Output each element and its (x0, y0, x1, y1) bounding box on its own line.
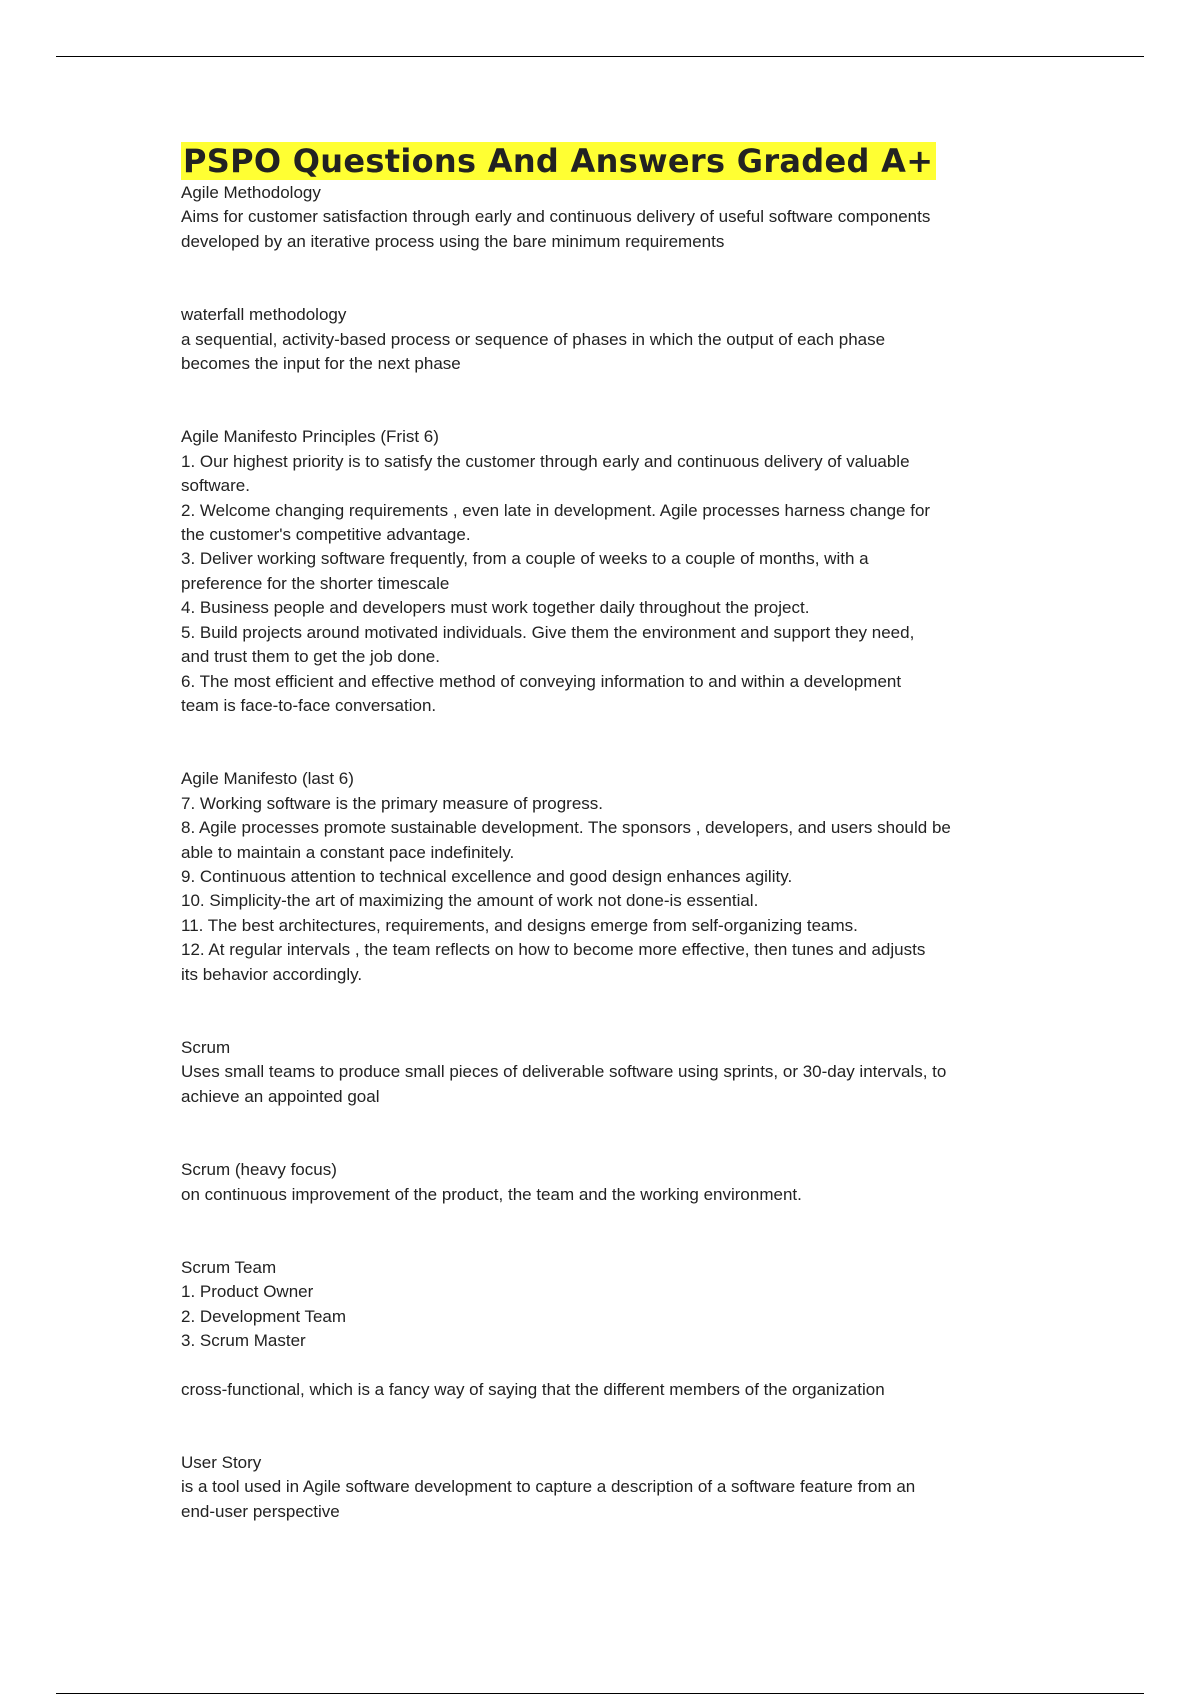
entry-term: Agile Manifesto (last 6) (181, 769, 354, 789)
definition-line: 5. Build projects around motivated individuals. Give them the environment and support they need, (181, 622, 915, 642)
definition-line: 9. Continuous attention to technical excellence and good design enhances agility. (181, 866, 793, 886)
definition-line: 4. Business people and developers must work together daily throughout the project. (181, 598, 810, 618)
qa-entry (181, 1451, 1021, 1524)
qa-entry (181, 181, 1021, 254)
entry-note: cross-functional, which is a fancy way of saying that the different members of the organization (181, 1379, 885, 1399)
definition-line: preference for the shorter timescale (181, 573, 450, 593)
definition-line: 2. Welcome changing requirements , even late in development. Agile processes harness change for (181, 500, 931, 520)
qa-entry (181, 425, 1021, 718)
qa-entry (181, 303, 1021, 376)
qa-entry (181, 1158, 1021, 1207)
definition-line: on continuous improvement of the product, the team and the working environment. (181, 1184, 802, 1204)
qa-entry (181, 1256, 1021, 1402)
definition-line: Uses small teams to produce small pieces of deliverable software using sprints, or 30-day intervals, to (181, 1062, 947, 1082)
qa-entry (181, 1036, 1021, 1109)
definition-line: Aims for customer satisfaction through early and continuous delivery of useful software components (181, 207, 931, 227)
definition-line: 1. Product Owner (181, 1282, 314, 1302)
definition-line: developed by an iterative process using the bare minimum requirements (181, 231, 725, 251)
definition-line: a sequential, activity-based process or sequence of phases in which the output of each phase (181, 329, 886, 349)
footer-rule (56, 1693, 1144, 1694)
definition-line: 3. Scrum Master (181, 1331, 306, 1351)
qa-entry (181, 767, 1021, 987)
definition-line: end-user perspective (181, 1501, 340, 1521)
definition-line: the customer's competitive advantage. (181, 525, 471, 545)
definition-line: 10. Simplicity-the art of maximizing the amount of work not done-is essential. (181, 891, 759, 911)
header-rule (56, 56, 1144, 57)
entry-term: Scrum Team (181, 1258, 277, 1277)
definition-line: its behavior accordingly. (181, 964, 363, 984)
document-title: PSPO Questions And Answers Graded A+ (181, 142, 936, 180)
definition-line: able to maintain a constant pace indefinitely. (181, 842, 515, 862)
entry-term: Scrum (181, 1037, 231, 1057)
definition-line: becomes the input for the next phase (181, 354, 461, 374)
definition-line: 7. Working software is the primary measure of progress. (181, 793, 604, 813)
definition-line: 1. Our highest priority is to satisfy the customer through early and continuous delivery of valuable (181, 451, 910, 471)
definition-line: 8. Agile processes promote sustainable development. The sponsors , developers, and users should be (181, 818, 951, 838)
definition-line: team is face-to-face conversation. (181, 695, 437, 715)
document-page (181, 142, 1021, 1524)
entry-term: waterfall methodology (181, 305, 347, 325)
definition-line: is a tool used in Agile software development to capture a description of a software feature from an (181, 1477, 916, 1497)
definition-line: 6. The most efficient and effective method of conveying information to and within a development (181, 671, 902, 691)
entry-term: Agile Methodology (181, 183, 321, 202)
entry-term: Scrum (heavy focus) (181, 1160, 337, 1180)
definition-line: achieve an appointed goal (181, 1086, 380, 1106)
definition-line: software. (181, 476, 250, 496)
definition-line: 11. The best architectures, requirements, and designs emerge from self-organizing teams. (181, 915, 858, 935)
definition-line: and trust them to get the job done. (181, 647, 440, 667)
entry-term: Agile Manifesto Principles (Frist 6) (181, 427, 439, 447)
definition-line: 2. Development Team (181, 1306, 347, 1326)
entry-term: User Story (181, 1453, 262, 1473)
definition-line: 12. At regular intervals , the team reflects on how to become more effective, then tunes and adjusts (181, 940, 926, 960)
definition-line: 3. Deliver working software frequently, from a couple of weeks to a couple of months, with a (181, 549, 869, 569)
